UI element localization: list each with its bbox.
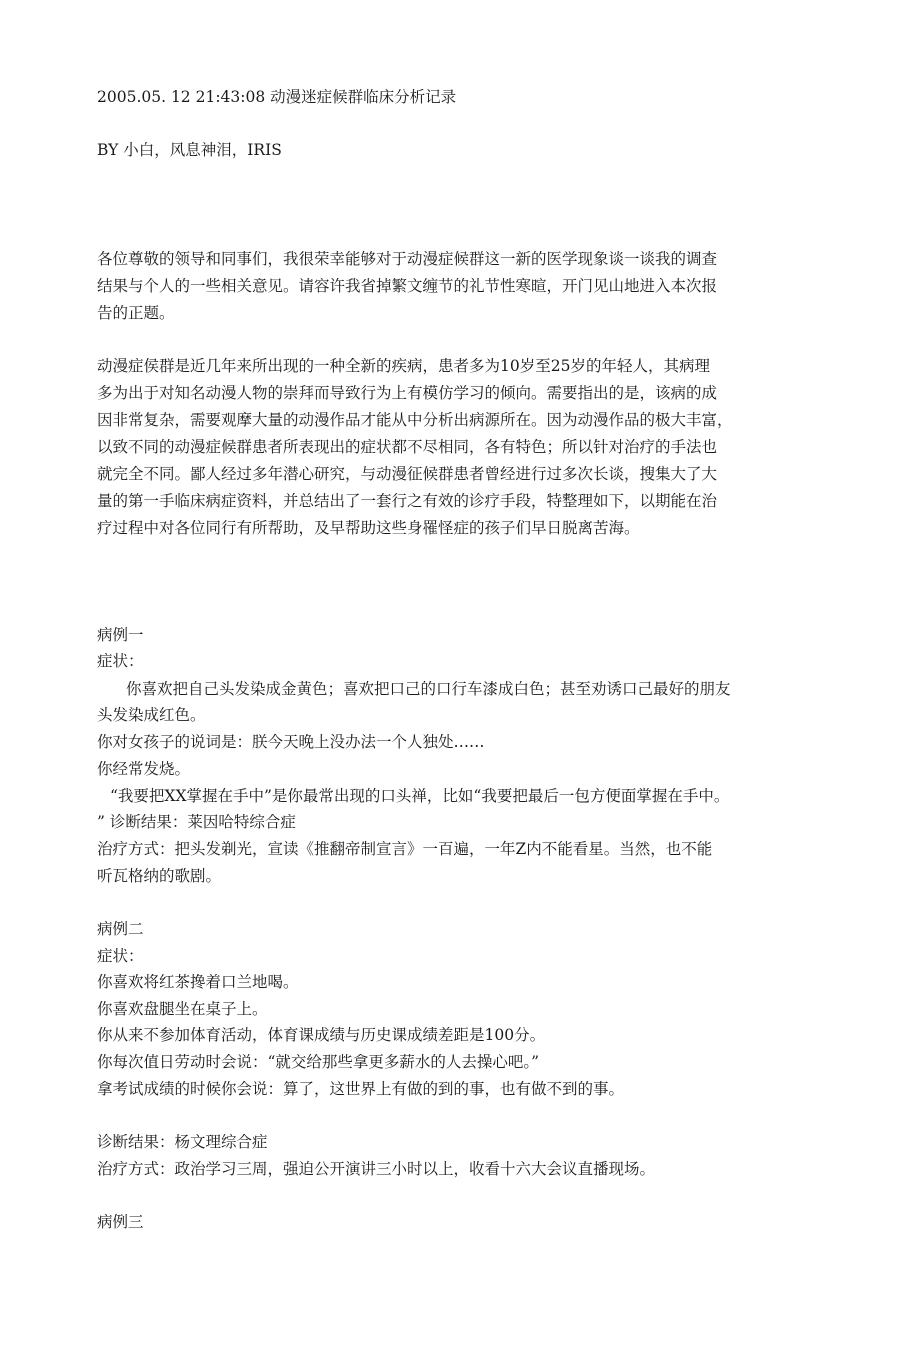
intro-p2-line: 因非常复杂，需要观摩大量的动漫作品才能从中分析出病源所在。因为动漫作品的极大丰富， — [97, 411, 733, 429]
intro-p2-line: 多为出于对知名动漫人物的崇拜而导致行为上有模仿学习的倾向。需要指出的是，该病的成 — [97, 384, 718, 402]
intro-p2-line: 量的第一手临床病症资料，并总结出了一套行之有效的诊疗手段，特整理如下，以期能在治 — [97, 492, 718, 510]
case2-diagnosis: 诊断结果：杨文理综合症 — [97, 1133, 268, 1151]
case1-line: 头发染成红色。 — [97, 706, 206, 724]
case2-symptom-label: 症状： — [97, 947, 144, 965]
case2-treatment: 治疗方式：政治学习三周，强迫公开演讲三小时以上，收看十六大会议直播现场。 — [97, 1160, 656, 1178]
byline: BY 小白，风息神泪，IRIS — [97, 141, 282, 159]
intro-p1-line: 各位尊敬的领导和同事们，我很荣幸能够对于动漫症候群这一新的医学现象谈一谈我的调查 — [97, 250, 718, 268]
case2-title: 病例二 — [97, 920, 144, 938]
case2-line: 你每次值日劳动时会说：“就交给那些拿更多薪水的人去操心吧。” — [97, 1053, 540, 1071]
case1-symptom-label: 症状： — [97, 652, 144, 670]
case1-line: 你对女孩子的说词是：朕今天晚上没办法一个人独处…… — [97, 733, 485, 751]
case2-line: 你喜欢将红茶搀着口兰地喝。 — [97, 973, 299, 991]
case1-line: 你喜欢把自己头发染成金黄色；喜欢把口己的口行车漆成白色；甚至劝诱口己最好的朋友 — [126, 680, 731, 698]
case2-line: 拿考试成绩的时候你会说：算了，这世界上有做的到的事，也有做不到的事。 — [97, 1080, 625, 1098]
case1-line: 听瓦格纳的歌剧。 — [97, 867, 222, 885]
intro-p2-line: 就完全不同。鄙人经过多年潜心研究，与动漫征候群患者曾经进行过多次长谈，搜集大了大 — [97, 465, 718, 483]
intro-p2-line: 疗过程中对各位同行有所帮助，及早帮助这些身罹怪症的孩子们早日脱离苦海。 — [97, 519, 640, 537]
case1-line: 治疗方式：把头发剃光，宣读《推翻帝制宣言》一百遍，一年Z内不能看星。当然，也不能 — [97, 840, 713, 858]
intro-p2-line: 以致不同的动漫症候群患者所表现出的症状都不尽相同，各有特色；所以针对治疗的手法也 — [97, 438, 718, 456]
case2-line: 你从来不参加体育活动，体育课成绩与历史课成绩差距是100分。 — [97, 1026, 546, 1044]
case1-line: 你经常发烧。 — [97, 760, 191, 778]
intro-p1-line: 告的正题。 — [97, 304, 175, 322]
intro-p2-line: 动漫症侯群是近几年来所出现的一种全新的疾病，患者多为10岁至25岁的年轻人，其病理 — [97, 357, 710, 375]
case1-title: 病例一 — [97, 626, 144, 644]
case1-line: ” 诊断结果：莱因哈特综合症 — [97, 813, 296, 831]
case3-title: 病例三 — [97, 1213, 144, 1231]
case2-line: 你喜欢盘腿坐在桌子上。 — [97, 1000, 268, 1018]
case1-line: “我要把XX掌握在手中”是你最常出现的口头禅，比如“我要把最后一包方便面掌握在手中。 — [110, 787, 730, 805]
intro-p1-line: 结果与个人的一些相关意见。请容许我省掉繁文缠节的礼节性寒暄，开门见山地进入本次报 — [97, 277, 718, 295]
document-title: 2005.05. 12 21:43:08 动漫迷症候群临床分析记录 — [97, 88, 457, 106]
